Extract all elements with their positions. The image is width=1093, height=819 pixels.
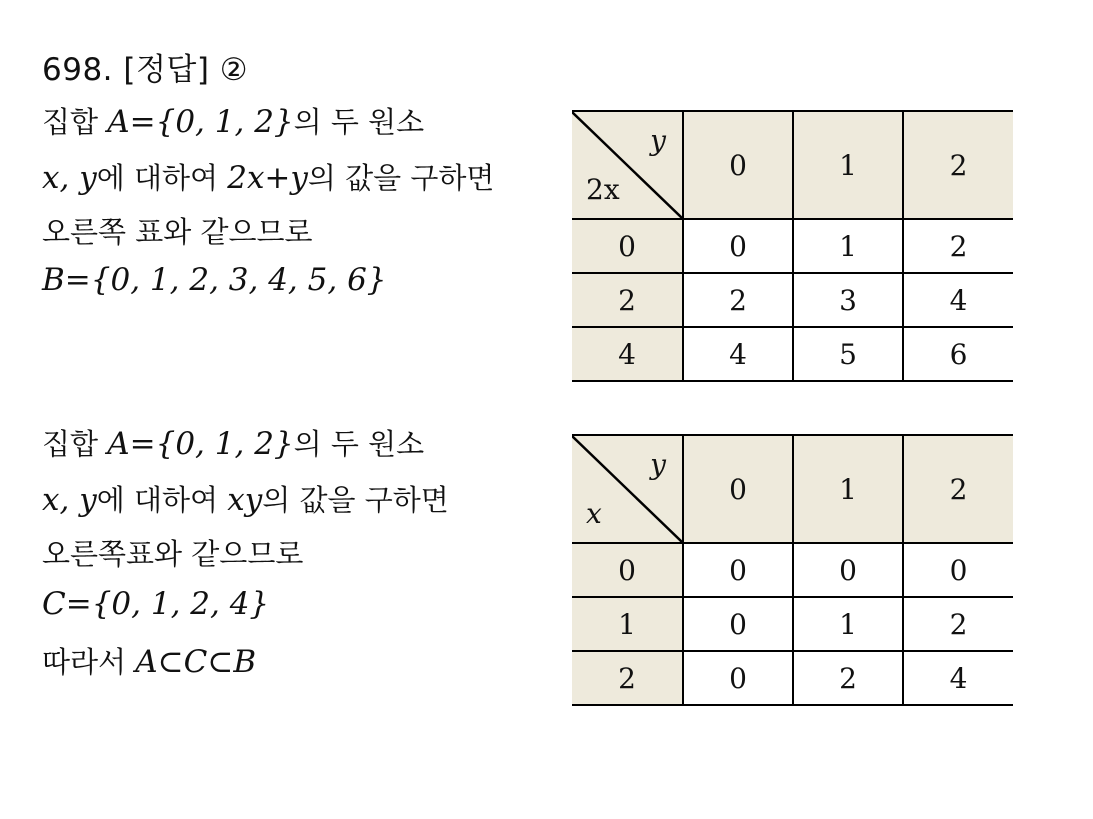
table2-corner-top: y	[650, 448, 666, 481]
s2-line2-math1: x, y	[42, 482, 97, 518]
table2-header-row	[572, 435, 1013, 543]
s2-line5-math: A⊂C⊂B	[135, 644, 257, 680]
table1-cell: 1	[793, 219, 903, 273]
table2-cell: 0	[903, 543, 1013, 597]
table1-corner-cell	[572, 111, 683, 219]
s2-line4	[42, 586, 269, 622]
table2-row-header: 0	[572, 543, 683, 597]
table2-cell: 0	[793, 543, 903, 597]
s2-line1-math: A={0, 1, 2}	[107, 426, 294, 462]
table2-corner-cell	[572, 435, 683, 543]
table-2x-plus-y	[572, 110, 1013, 382]
table1-cell: 2	[683, 273, 793, 327]
table2-cell: 2	[903, 597, 1013, 651]
table1-cell: 4	[683, 327, 793, 381]
table2-cell: 0	[683, 651, 793, 705]
table2-cell: 0	[683, 543, 793, 597]
table1-row	[572, 273, 1013, 327]
table1-cell: 4	[903, 273, 1013, 327]
s1-line2-post: 의 값을 구하면	[307, 161, 495, 195]
table1-col-header: 1	[793, 111, 903, 219]
s1-line3: 오른쪽 표와 같으므로	[42, 215, 313, 249]
table2-col-header: 1	[793, 435, 903, 543]
table2-corner-bottom	[586, 497, 602, 530]
table2-cell: 0	[683, 597, 793, 651]
table1-cell: 0	[683, 219, 793, 273]
table2-row	[572, 597, 1013, 651]
s1-line2-math1: x, y	[42, 160, 97, 196]
s2-line2-mid: 에 대하여	[96, 483, 228, 517]
s2-line2	[42, 478, 449, 519]
s1-line4-math: B={0, 1, 2, 3, 4, 5, 6}	[42, 262, 387, 298]
table1-cell: 5	[793, 327, 903, 381]
s2-line1-post: 의 두 원소	[293, 427, 425, 461]
table1-row-header: 2	[572, 273, 683, 327]
table1-row-header: 0	[572, 219, 683, 273]
table-xy	[572, 434, 1013, 706]
table2-row	[572, 543, 1013, 597]
table2-row-header: 2	[572, 651, 683, 705]
table1-col-header: 2	[903, 111, 1013, 219]
s2-line5-pre: 따라서	[42, 645, 136, 679]
s1-line1-math: A={0, 1, 2}	[107, 104, 294, 140]
s1-line1-pre: 집합	[42, 105, 108, 139]
s1-line2	[42, 156, 494, 197]
table1-cell: 2	[903, 219, 1013, 273]
table1-corner-bottom	[586, 173, 620, 206]
problem-title: 698. [정답] ②	[42, 52, 249, 88]
s2-line3: 오른쪽표와 같으므로	[42, 537, 304, 571]
table1-col-header: 0	[683, 111, 793, 219]
s1-line2-mid: 에 대하여	[96, 161, 228, 195]
table1-header-row	[572, 111, 1013, 219]
s2-line2-post: 의 값을 구하면	[262, 483, 449, 517]
table1-row	[572, 327, 1013, 381]
s1-line2-math2: 2x+y	[227, 160, 308, 196]
s2-line2-math2: xy	[227, 482, 263, 518]
table2-col-header: 2	[903, 435, 1013, 543]
s2-line1	[42, 422, 424, 463]
table1-cell: 6	[903, 327, 1013, 381]
table2-cell: 4	[903, 651, 1013, 705]
table2-row-header: 1	[572, 597, 683, 651]
s2-line5	[42, 640, 256, 681]
table2-row	[572, 651, 1013, 705]
s1-line4	[42, 262, 387, 298]
table2-corner-bottom-text: x	[586, 497, 602, 530]
s2-line1-pre: 집합	[42, 427, 108, 461]
table2-cell: 2	[793, 651, 903, 705]
table2-col-header: 0	[683, 435, 793, 543]
table1-row-header: 4	[572, 327, 683, 381]
s1-line1	[42, 100, 424, 141]
table2-cell: 1	[793, 597, 903, 651]
table1-corner-top: y	[650, 124, 666, 157]
table1-corner-bottom-text: 2x	[586, 173, 620, 206]
s1-line1-post: 의 두 원소	[293, 105, 425, 139]
s2-line4-math: C={0, 1, 2, 4}	[42, 586, 270, 622]
table1-row	[572, 219, 1013, 273]
table1-cell: 3	[793, 273, 903, 327]
